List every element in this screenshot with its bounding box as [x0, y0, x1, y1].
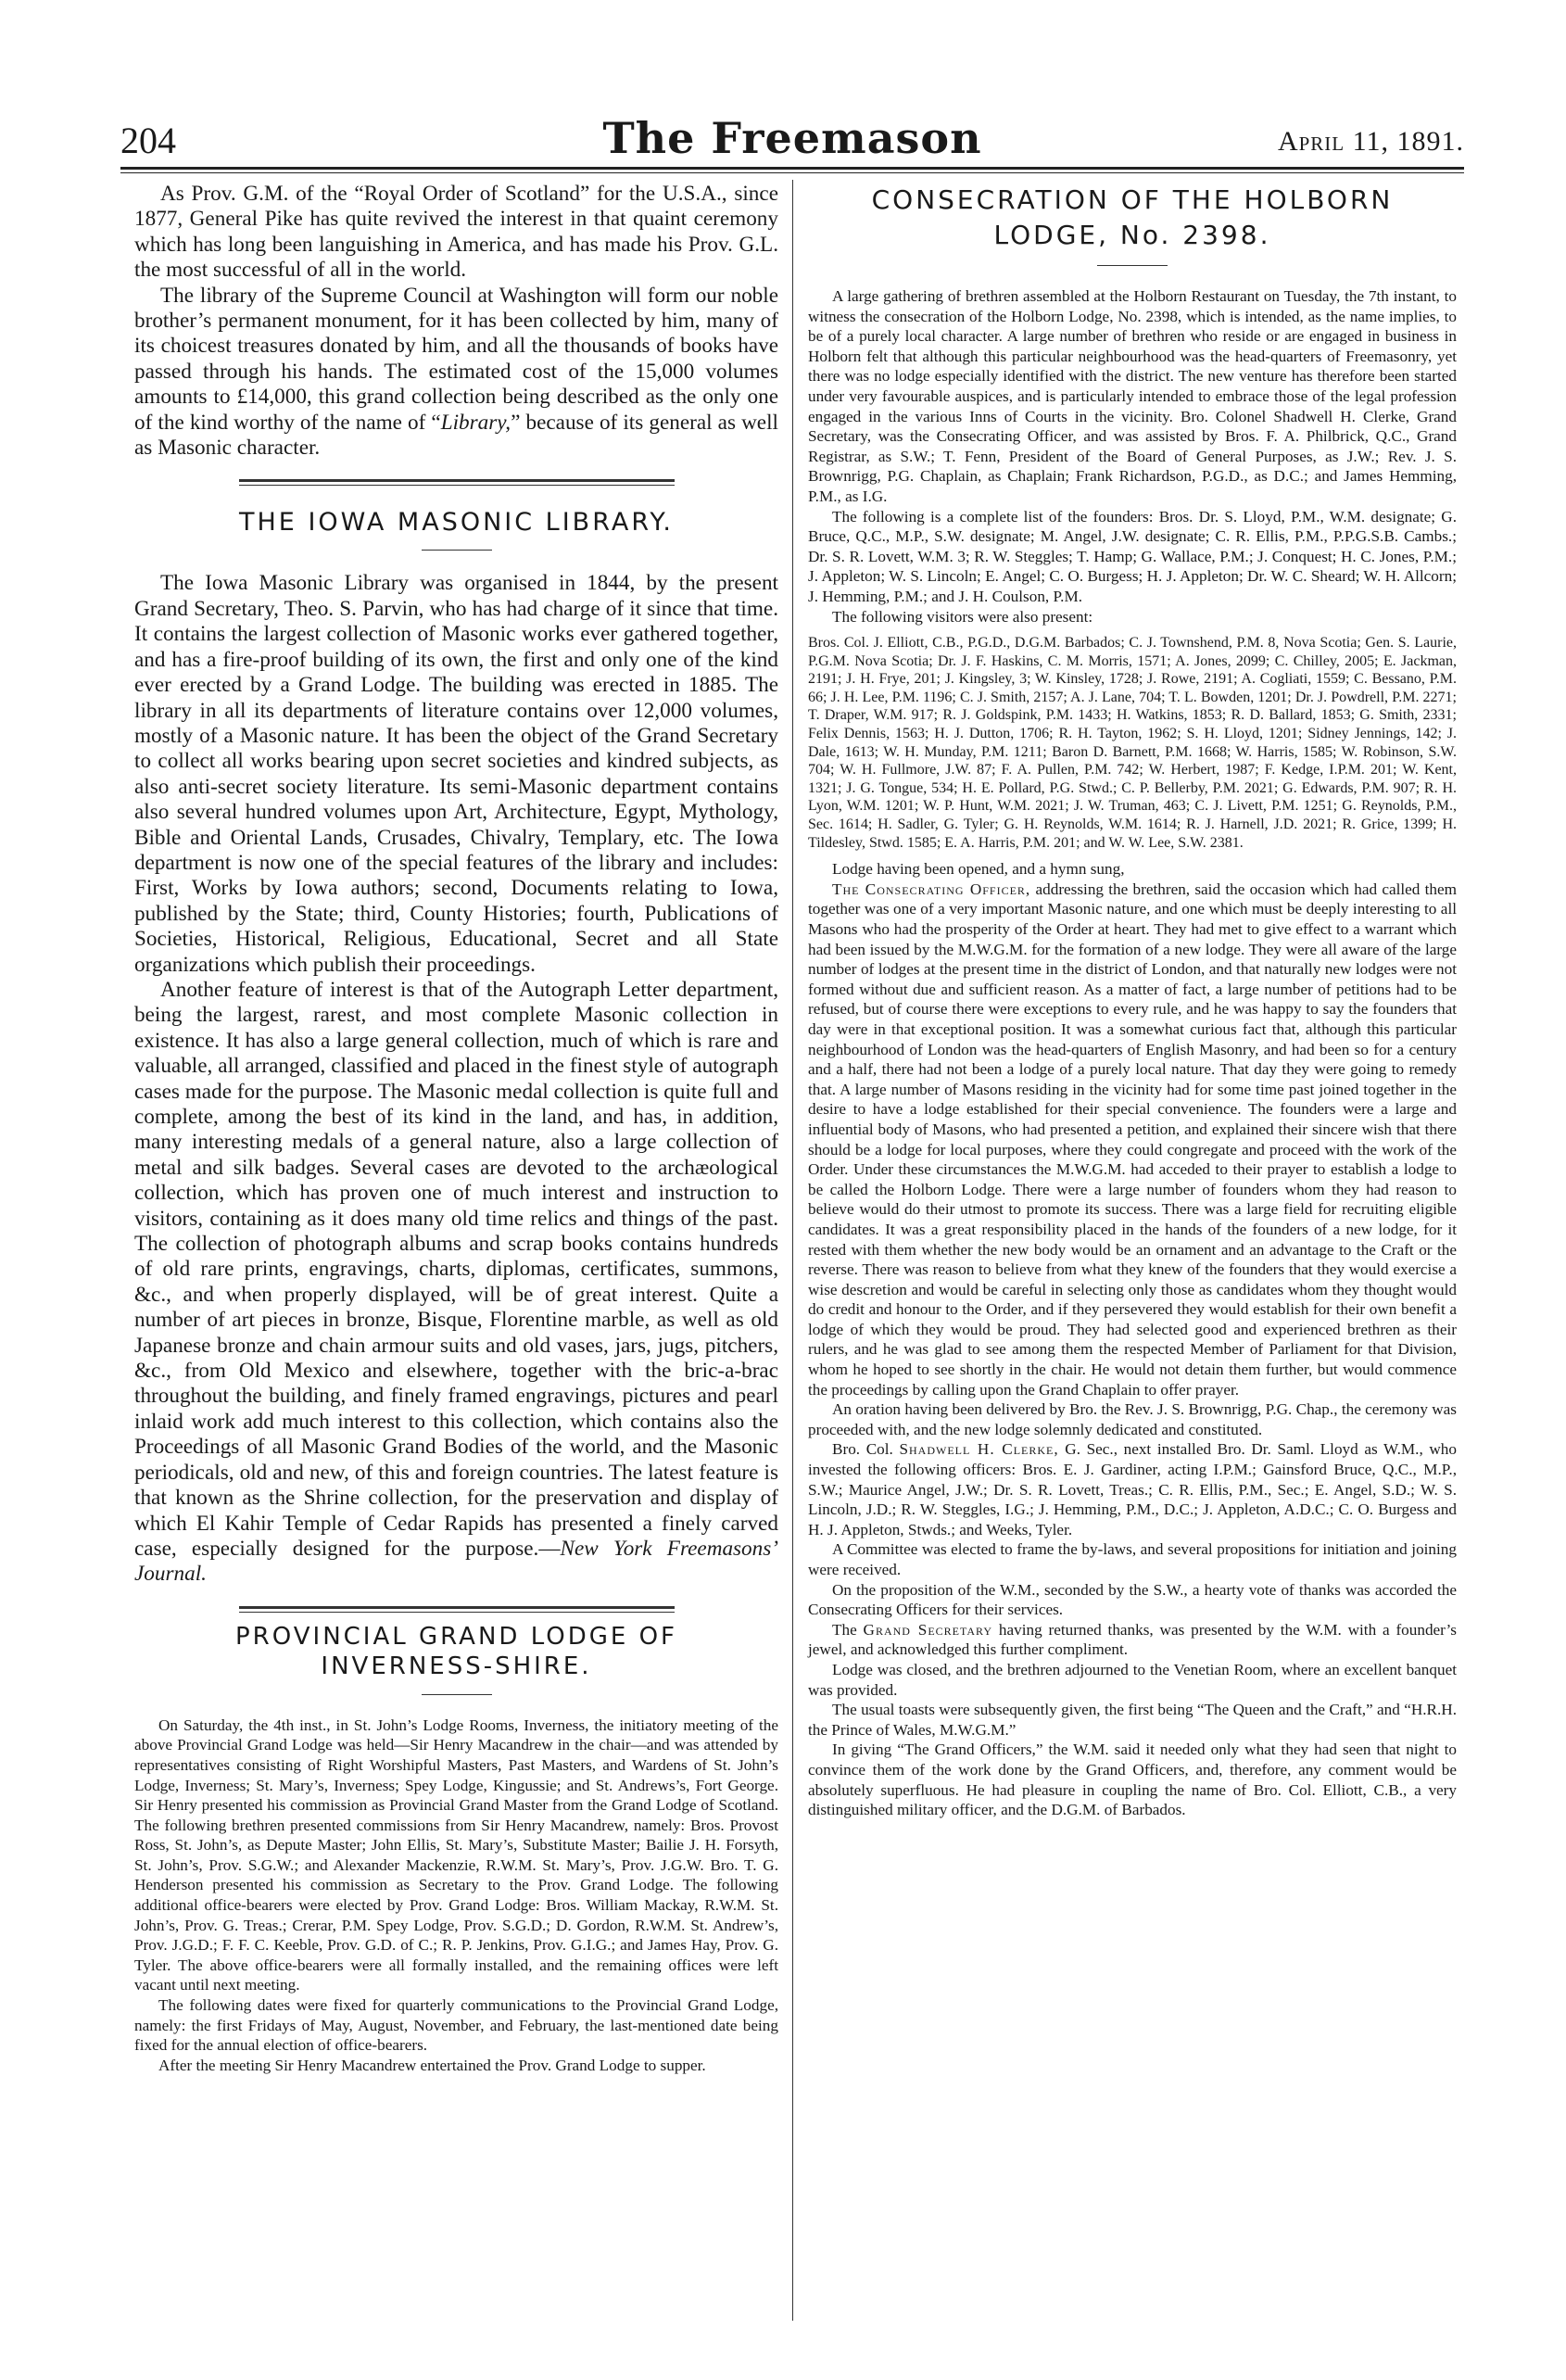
consecration-heading-line-2: LODGE, No. 2398. — [993, 220, 1271, 250]
provincial-heading-line-2: INVERNESS-SHIRE. — [321, 1652, 592, 1680]
paragraph — [134, 978, 778, 1588]
paragraph — [134, 284, 778, 462]
paragraph: The usual toasts were subsequently given, the first being “The Queen and the Craft,” and “H.R.H. the Prince of Wales, M.W.G.M.” — [808, 1701, 1457, 1739]
paragraph: After the meeting Sir Henry Macandrew entertained the Prov. Grand Lodge to supper. — [158, 2056, 706, 2074]
visitors-list — [808, 634, 1457, 852]
section-divider — [239, 1606, 675, 1609]
page-header — [120, 109, 1464, 165]
paragraph — [808, 1439, 1457, 1539]
paragraph — [808, 880, 1457, 1399]
small-caps-text: Shadwell H. Clerke, — [899, 1440, 1059, 1459]
column-divider — [792, 180, 793, 2321]
short-rule — [1097, 265, 1168, 266]
text-run: The — [832, 1620, 864, 1639]
small-caps-text: Grand Secretary — [863, 1620, 993, 1639]
short-rule — [422, 550, 492, 551]
consecration-article-continued — [808, 859, 1457, 1820]
text-run: ” because of its general as well as Masonic character. — [134, 410, 778, 461]
paragraph: A large gathering of brethren assembled at the Holborn Restaurant on Tuesday, the 7th instant, to witness the consecration of the Holborn Lodge, No. 2398, which is intended, as the name implies, to be of a purely local character. A large number of brethren who reside or are engaged in business in Holborn felt that although this particular neighbourhood was the head-quarters of Freemasonry, yet there was no lodge especially identified with the district. The new venture has therefore been started under very favourable auspices, and is particularly intended to embrace those of the legal profession engaged in the various Inns of Courts in the vicinity. Bro. Colonel Shadwell H. Clerke, Grand Secretary, was the Consecrating Officer, and was assisted by Bros. F. A. Philbrick, Q.C., Grand Registrar, as S.W.; T. Fenn, President of the Board of General Purposes, as J.W.; Rev. J. S. Brownrigg, P.G. Chaplain, as Chaplain; Frank Richardson, P.G.D., as D.C.; and James Hemming, P.M., as I.G. — [808, 287, 1457, 505]
text-run: having returned thanks, was presented by the W.M. with a founder’s jewel, and acknowledged this further compliment. — [808, 1620, 1457, 1659]
paragraph: On the proposition of the W.M., seconded by the S.W., a hearty vote of thanks was accorded the Consecrating Officers for their services. — [808, 1580, 1457, 1619]
page-number: 204 — [120, 120, 176, 161]
paragraph — [808, 1620, 1457, 1660]
consecration-heading-line-1: CONSECRATION OF THE HOLBORN — [871, 184, 1394, 215]
header-rule-thin — [120, 172, 1464, 173]
text-run: The library of the Supreme Council at Washington will form our noble brother’s permanent monument, for it has been collected by him, many of its choicest treasures donated by him, and all the thousands of books have passed through his hands. The estimated cost of the 15,000 volumes amounts to £14,000, this grand collection being described as the only one of the kind worthy of the name of “ — [134, 283, 778, 435]
provincial-heading-line-1: PROVINCIAL GRAND LODGE OF — [235, 1622, 677, 1651]
paragraph: Bros. Col. J. Elliott, C.B., P.G.D., D.G.M. Barbados; C. J. Townshend, P.M. 8, Nova Scotia; Gen. S. Laurie, P.G.M. Nova Scotia; Dr. J. F. Haskins, C. M. Morris, 1571; A. Jones, 2099; C. Chilley, 2005; E. Jackman, 2191; J. H. Frye, 201; J. Kingsley, 3; W. Kinsley, 1728; J. Rowe, 2191; A. Cogliati, 1559; C. Bessano, P.M. 66; J. H. Lee, P.M. 1196; C. J. Smith, 2157; A. J. Lane, 704; T. L. Bowden, 1201; Dr. J. Powdrell, P.M. 2271; T. Draper, W.M. 917; R. J. Goldspink, P.M. 1433; H. Watkins, 1853; R. D. Ballard, 1853; G. Smith, 2331; Felix Dennis, 1563; H. J. Dutton, 1706; R. H. Tayton, 1962; S. H. Lloyd, 1201; Sidney Jennings, 142; J. Dale, 1613; W. H. Munday, P.M. 1211; Baron D. Barnett, P.M. 1668; W. Harris, 1585; W. Robinson, S.W. 704; W. H. Fullmore, J.W. 87; F. A. Pullen, P.M. 742; W. Herbert, 1987; F. Kedge, I.P.M. 201; W. Kent, 1321; J. G. Tongue, 534; H. E. Pollard, P.G. Stwd.; C. P. Bellerby, P.M. 2021; G. Edwards, P.M. 907; R. H. Lyon, W.M. 1201; W. P. Hunt, W.M. 2021; J. W. Truman, 463; C. J. Livett, P.M. 1251; G. Reynolds, P.M., Sec. 1614; H. Sadler, G. Tyler; G. H. Reynolds, W.M. 1614; R. J. Harnell, J.D. 2021; R. Grice, 1399; H. Tildesley, Stwd. 1585; E. A. Harris, P.M. 201; and W. W. Lee, S.W. 2381. — [808, 635, 1457, 851]
text-run: G. Sec., next installed Bro. Dr. Saml. Lloyd as W.M., who invested the following officers: Bros. E. J. Gardiner, acting I.P.M.; Gainsford Bruce, Q.C., M.P., S.W.; Maurice Angel, J.W.; Dr. S. R. Lovett, Treas.; C. R. Ellis, P.M., Sec.; E. Angel, S.D.; W. S. Lincoln, J.D.; R. W. Steggles, I.G.; J. Hemming, P.M., D.C.; J. Appleton, A.D.C.; C. O. Burgess and H. J. Appleton, Stwds.; and Weeks, Tyler. — [808, 1440, 1457, 1538]
italic-text: New York Freemasons’ Journal. — [134, 1536, 778, 1587]
text-run: Another feature of interest is that of the Autograph Letter department, being the largest, rarest, and most complete Masonic collection in existence. It has also a large general collection, much of which is rare and valuable, all arranged, classified and placed in the finest style of autograph cases made for the purpose. The Masonic medal collection is quite full and complete, among the best of its kind in the land, and has, in addition, many interesting medals of a general nature, also a large collection of metal and silk badges. Several cases are devoted to the archæological collection, which has proven one of much interest and instruction to visitors, containing as it does many old time relics and things of the past. The collection of photograph albums and scrap books contains hundreds of old rare prints, engravings, charts, diplomas, certificates, summons, &c., and when properly displayed, will be of great interest. Quite a number of art pieces in bronze, Bisque, Florentine marble, as well as old Japanese bronze and chain armour suits and old vases, jars, jugs, pitchers, &c., from Old Mexico and elsewhere, together with the bric-a-brac throughout the building, and finely framed engravings, pictures and pearl inlaid work add much interest to this collection, which contains also the Proceedings of all Masonic Grand Bodies of the world, and the Masonic periodicals, old and new, of this and foreign countries. The latest feature is that known as the Shrine collection, for the preservation and display of which El Kahir Temple of Cedar Rapids has presented a finely carved case, especially designed for the purpose.— — [134, 977, 778, 1561]
masthead-title: The Freemason — [602, 113, 982, 163]
text-run: addressing the brethren, said the occasion which had called them together was one of a very important Masonic nature, and one which must be deeply interesting to all Masons who had the prosperity of the Order at heart. They had met to give effect to a warrant which had been issued by the M.W.G.M. for the formation of a new lodge. They were all aware of the large number of lodges at the present time in the district of London, and that naturally new lodges were not formed without due and sufficient reason. As a matter of fact, a large number of petitions had to be refused, but of course there were exceptions to every rule, and he was happy to say the founders that day were in that exceptional position. It was a somewhat curious fact that, although this particular neighbourhood of London was the head-quarters of English Masonry, and had been so for a century and a half, there had not been a lodge of a purely local nature. That day they were going to remedy that. A large number of Masons residing in the vicinity had for some time past joined together in the desire to have a lodge established for their special convenience. The founders were a large and influential body of Masons, who had presented a petition, and explained their sincere wish that there should be a lodge for local purposes, where they could congregate and proceed with the work of the Order. Under these circumstances the M.W.G.M. had acceded to their prayer to establish a lodge to be called the Holborn Lodge. There were a large number of founders whom they had reason to believe would do their utmost to promote its success. There was a large field for recruiting eligible candidates. It was a great responsibility placed in the hands of the founders of a new lodge, for it rested with them whether the new body would be an ornament and an advantage to the Craft or the reverse. There was reason to believe from what they knew of the founders that they would exercise a wise descretion and would be careful in selecting only those as candidates whom they thought would do credit and honour to the Order, and if they persevered they would establish for their own benefit a lodge of which they would be proud. They had selected good and experienced brethren as their rulers, and he was glad to see among them the respected Member of Parliament for that Division, whom he hoped to see shortly in the chair. He would not detain them further, but would commence the proceedings by calling upon the Grand Chaplain to offer prayer. — [808, 880, 1457, 1399]
paragraph: The following visitors were also present: — [832, 607, 1093, 626]
iowa-article — [134, 571, 778, 1587]
italic-text: Library, — [440, 410, 511, 435]
paragraph: As Prov. G.M. of the “Royal Order of Scotland” for the U.S.A., since 1877, General Pike has quite revived the interest in that quaint ceremony which has long been languishing in America, and has made his Prov. G.L. the most successful of all in the world. — [134, 182, 778, 283]
right-column — [808, 182, 1457, 1820]
paragraph: On Saturday, the 4th inst., in St. John’s Lodge Rooms, Inverness, the initiatory meeting of the above Provincial Grand Lodge was held—Sir Henry Macandrew in the chair—and was attended by representatives consisting of Right Worshipful Masters, Past Masters, and Wardens of St. John’s Lodge, Inverness; St. Mary’s, Inverness; Spey Lodge, Kingussie; and St. Andrews’s, Fort George. Sir Henry presented his commission as Provincial Grand Master from the Grand Lodge of Scotland. The following brethren presented commissions from Sir Henry Macandrew, namely: Bros. Provost Ross, St. John’s, as Depute Master; John Ellis, St. Mary’s, Substitute Master; Bailie J. H. Forsyth, St. John’s, Prov. S.G.W.; and Alexander Mackenzie, R.W.M. St. Mary’s, Prov. J.G.W. Bro. T. G. Henderson presented his commission as Secretary to the Prov. Grand Lodge. The following additional office-bearers were elected by Prov. Grand Lodge: Bros. William Mackay, R.W.M. St. John’s, Prov. G. Treas.; Crerar, P.M. Spey Lodge, Prov. S.G.D.; D. Gordon, R.W.M. St. Andrew’s, Prov. J.G.D.; F. F. C. Keeble, Prov. G.D. of C.; R. P. Jenkins, Prov. G.I.G.; and James Hay, Prov. G. Tyler. The above office-bearers were all formally installed, and the remaining offices were left vacant until next meeting. — [134, 1715, 778, 1994]
paragraph: The following is a complete list of the founders: Bros. Dr. S. Lloyd, P.M., W.M. designate; G. Bruce, Q.C., M.P., S.W. designate; M. Angel, J.W. designate; C. R. Ellis, P.M., P.P.G.S.B. Cambs.; Dr. S. R. Lovett, W.M. 3; R. W. Steggles; T. Hamp; G. Wallace, P.M.; J. Conquest; H. C. Jones, P.M.; J. Appleton; W. S. Lincoln; E. Angel; C. O. Burgess; H. J. Appleton; Dr. W. C. Sheard; W. H. Allcorn; J. Hemming, P.M.; and J. H. Coulson, P.M. — [808, 507, 1457, 605]
paragraph: The following dates were fixed for quarterly communications to the Provincial Grand Lodge, namely: the first Fridays of May, August, November, and February, the last-mentioned date being fixed for the annual election of office-bearers. — [134, 1996, 778, 2055]
paragraph: Lodge was closed, and the brethren adjourned to the Venetian Room, where an excellent banquet was provided. — [808, 1660, 1457, 1699]
short-rule — [422, 1694, 492, 1695]
iowa-heading: THE IOWA MASONIC LIBRARY. — [239, 508, 674, 538]
paragraph: A Committee was elected to frame the by-laws, and several propositions for initiation and joining were received. — [808, 1540, 1457, 1578]
consecration-article — [808, 286, 1457, 627]
left-column — [134, 182, 778, 2075]
paragraph: Lodge having been opened, and a hymn sung, — [832, 860, 1125, 879]
text-run: Bro. Col. — [832, 1440, 900, 1459]
small-caps-text: The Consecrating Officer, — [832, 880, 1031, 898]
paragraph: In giving “The Grand Officers,” the W.M. said it needed only what they had seen that night to convince them of the work done by the Grand Officers, and, therefore, any comment would be absolutely superfluous. He had pleasure in coupling the name of Bro. Col. Elliott, C.B., a very distinguished military officer, and the D.G.M. of Barbados. — [808, 1741, 1457, 1819]
paragraph: The Iowa Masonic Library was organised in 1844, by the present Grand Secretary, Theo. S. Parvin, who has had charge of it since that time. It contains the largest collection of Masonic works ever gathered together, and has a fire-proof building of its own, the first and only one of the kind ever erected by a Grand Lodge. The building was erected in 1885. The library in all its departments of literature contains over 12,000 volumes, mostly of a Masonic nature. It has been the object of the Grand Secretary to collect all works bearing upon secret societies and kindred subjects, as also anti-secret society literature. Its semi-Masonic department contains also several hundred volumes upon Art, Architecture, Egypt, Mythology, Bible and Oriental Lands, Crusades, Chivalry, Templary, etc. The Iowa department is now one of the special features of the library and includes: First, Works by Iowa authors; second, Documents relating to Iowa, published by the State; third, County Histories; fourth, Publications of Societies, Historical, Religious, Educational, Secret and all State organizations which publish their proceedings. — [134, 571, 778, 977]
pike-article-continued — [134, 182, 778, 461]
provincial-article — [134, 1715, 778, 2076]
issue-date: April 11, 1891. — [1277, 126, 1464, 157]
paragraph: An oration having been delivered by Bro. the Rev. J. S. Brownrigg, P.G. Chap., the ceremony was proceeded with, and the new lodge solemnly dedicated and constituted. — [808, 1400, 1457, 1438]
section-divider — [239, 479, 675, 482]
header-rule — [120, 167, 1464, 170]
